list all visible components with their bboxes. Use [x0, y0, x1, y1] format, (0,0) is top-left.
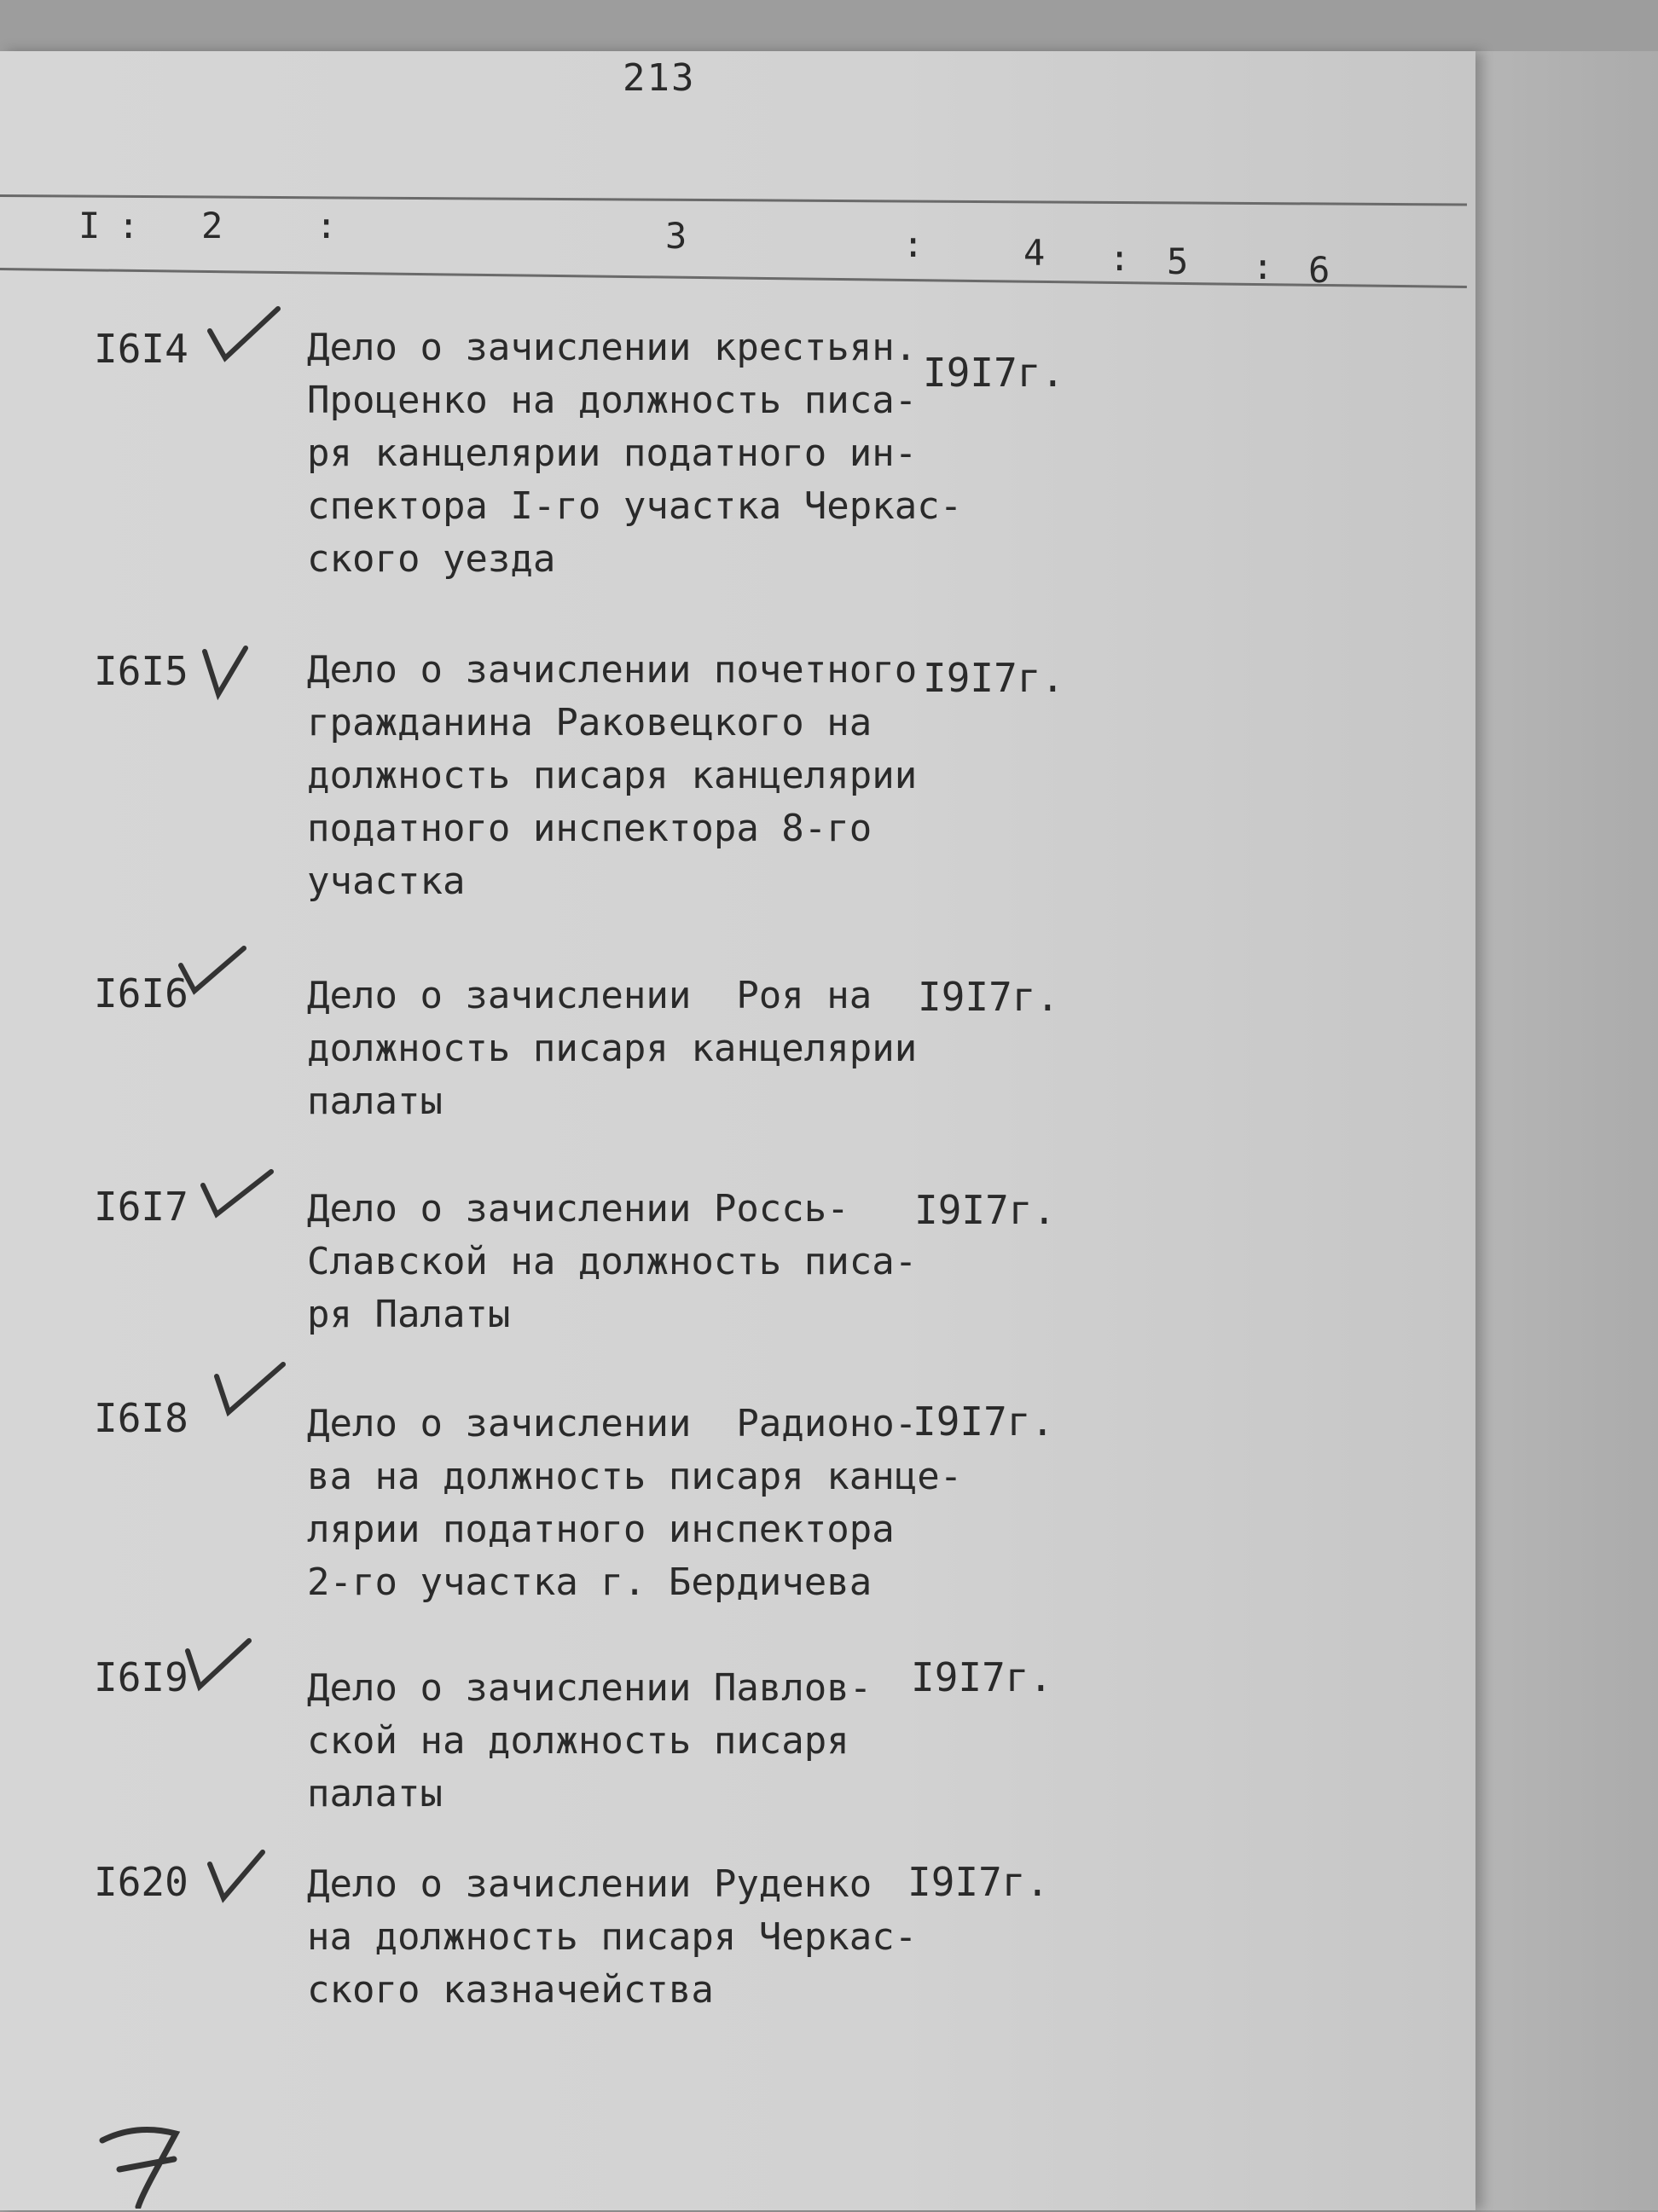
- entry-title-line: ской на должность писаря: [307, 1719, 849, 1763]
- entry-title-line: лярии податного инспектора: [307, 1508, 895, 1551]
- entry-year: I9I7г.: [918, 974, 1060, 1020]
- entry-year: I9I7г.: [923, 350, 1065, 396]
- entry-title-line: 2-го участка г. Бердичева: [307, 1561, 872, 1604]
- entry-title-line: спектора I-го участка Черкас-: [307, 484, 963, 528]
- entry-year: I9I7г.: [911, 1654, 1053, 1700]
- entry-title-line: Славской на должность писа-: [307, 1240, 918, 1283]
- entry-number: I6I8: [94, 1395, 188, 1441]
- entry-title-line: ского уезда: [307, 537, 556, 581]
- entry-title-line: ского казначейства: [307, 1968, 714, 2012]
- entry-title-line: ва на должность писаря канце-: [307, 1455, 963, 1498]
- entry-title-line: Дело о зачислении Руденко: [307, 1862, 872, 1906]
- entry-title-line: Дело о зачислении Радионо-: [307, 1402, 918, 1445]
- column-header-5: 5: [1167, 240, 1189, 282]
- entry-number: I6I9: [94, 1654, 188, 1700]
- check-mark-icon: [181, 1634, 258, 1694]
- column-header-2: 2: [201, 205, 223, 246]
- entry-title-line: гражданина Раковецкого на: [307, 701, 872, 744]
- column-header-3: 3: [665, 215, 687, 257]
- entry-title-line: податного инспектора 8-го: [307, 807, 872, 850]
- entry-number: I620: [94, 1859, 188, 1905]
- entry-number: I6I4: [94, 326, 188, 372]
- entry-title-line: Дело о зачислении почетного: [307, 648, 918, 692]
- check-mark-icon: [176, 940, 252, 999]
- entry-title-line: на должность писаря Черкас-: [307, 1915, 918, 1959]
- column-separator: :: [1109, 237, 1131, 279]
- column-header-4: 4: [1023, 232, 1046, 274]
- handwritten-margin-mark: [94, 2115, 188, 2209]
- entry-year: I9I7г.: [914, 1187, 1057, 1233]
- entry-number: I6I7: [94, 1184, 188, 1230]
- entry-year: I9I7г.: [913, 1398, 1055, 1445]
- check-mark-icon: [198, 1165, 275, 1225]
- entry-title-line: Дело о зачислении крестьян.: [307, 326, 918, 369]
- check-mark-icon: [205, 305, 281, 365]
- check-mark-icon: [205, 1849, 281, 1908]
- entry-number: I6I6: [94, 970, 188, 1016]
- entry-title-line: Дело о зачислении Павлов-: [307, 1666, 872, 1710]
- column-separator: :: [1252, 246, 1274, 287]
- entry-year: I9I7г.: [923, 655, 1065, 701]
- column-header-6: 6: [1308, 249, 1330, 291]
- check-mark-icon: [198, 643, 275, 703]
- entry-title-line: ря Палаты: [307, 1293, 511, 1336]
- column-separator: :: [316, 205, 338, 246]
- entry-title-line: палаты: [307, 1772, 443, 1815]
- column-separator: :: [118, 205, 140, 246]
- entry-title-line: ря канцелярии податного ин-: [307, 431, 918, 475]
- underlying-page-edge: [1450, 51, 1658, 2210]
- entry-number: I6I5: [94, 648, 188, 694]
- entry-title-line: палаты: [307, 1080, 443, 1123]
- column-header-1: I: [78, 205, 101, 246]
- column-separator: :: [902, 223, 925, 265]
- check-mark-icon: [212, 1359, 288, 1419]
- entry-title-line: должность писаря канцелярии: [307, 754, 918, 797]
- entry-title-line: участка: [307, 860, 466, 903]
- entry-year: I9I7г.: [907, 1859, 1050, 1905]
- entry-title-line: Дело о зачислении Россь-: [307, 1187, 849, 1230]
- entry-title-line: должность писаря канцелярии: [307, 1027, 918, 1070]
- page-number: 213: [623, 56, 696, 100]
- entry-title-line: Дело о зачислении Роя на: [307, 974, 872, 1017]
- entry-title-line: Проценко на должность писа-: [307, 379, 918, 422]
